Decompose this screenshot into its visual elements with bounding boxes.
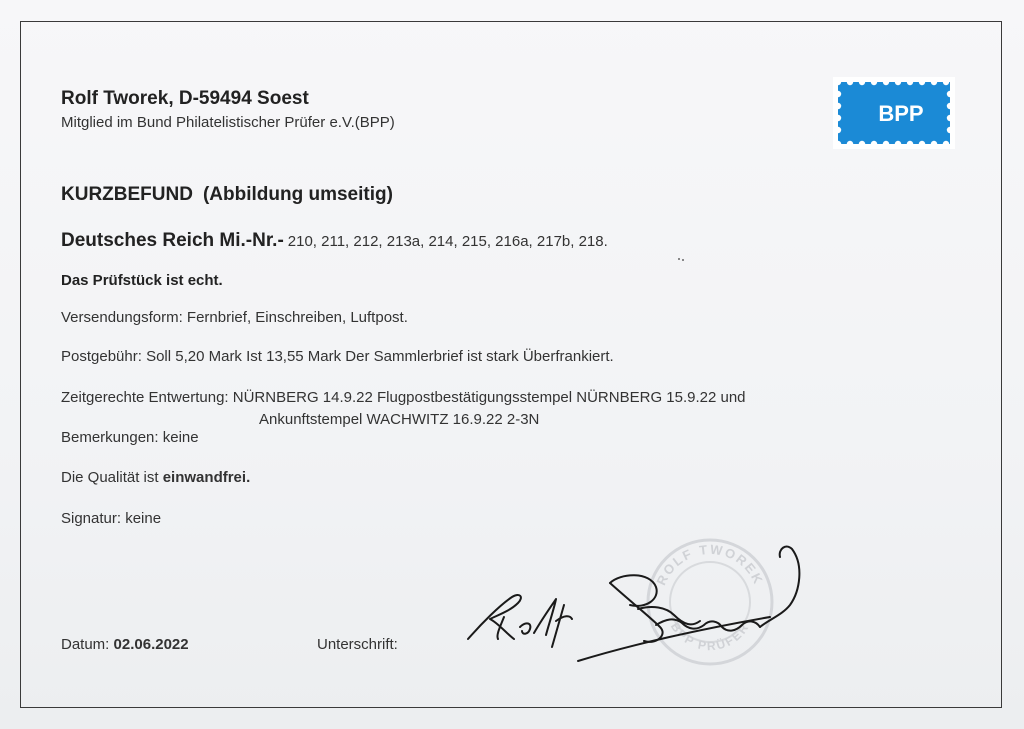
- cancellation-value-2: Ankunftstempel WACHWITZ 16.9.22 2-3N: [259, 411, 540, 428]
- remarks-line: [61, 429, 199, 446]
- quality-line: [61, 469, 250, 486]
- bpp-logo-text: BPP: [878, 101, 924, 126]
- title-note: (Abbildung umseitig): [202, 184, 393, 205]
- seal-text-top: ROLF TWOREK: [653, 541, 767, 588]
- remarks-label: Bemerkungen:: [61, 429, 159, 446]
- catalog-line: [61, 230, 608, 252]
- remarks-value: keine: [162, 429, 199, 446]
- shipping-label: Versendungsform:: [61, 309, 183, 326]
- cancellation-label: Zeitgerechte Entwertung:: [61, 389, 229, 406]
- seal-text-bottom: BPP PRÜFER: [667, 619, 753, 654]
- postage-label: Postgebühr:: [61, 348, 142, 365]
- result-statement: Das Prüfstück ist echt.: [61, 272, 223, 289]
- postage-line: [61, 348, 614, 365]
- signature-field-line: [61, 510, 161, 527]
- signature-label: Unterschrift:: [317, 636, 398, 653]
- quality-prefix: Die Qualität ist: [61, 469, 159, 486]
- handwritten-signature-icon: [460, 535, 810, 670]
- signature-field-value: keine: [125, 510, 162, 527]
- quality-value: einwandfrei.: [162, 469, 251, 486]
- signature-field-label: Signatur:: [61, 510, 122, 527]
- shipping-line: [61, 309, 408, 326]
- shipping-value: Fernbrief, Einschreiben, Luftpost.: [186, 309, 408, 326]
- cancellation-value-1: NÜRNBERG 14.9.22 Flugpostbestätigungsstempel NÜRNBERG 15.9.22 und: [232, 389, 746, 406]
- postage-value: Soll 5,20 Mark Ist 13,55 Mark Der Sammlerbrief ist stark Überfrankiert.: [146, 348, 614, 365]
- date-value: 02.06.2022: [113, 636, 189, 653]
- catalog-label: Deutsches Reich Mi.-Nr.-: [61, 230, 284, 251]
- membership-line: Mitglied im Bund Philatelistischer Prüfer e.V.(BPP): [61, 114, 395, 131]
- date-label: Datum:: [61, 636, 110, 653]
- cancellation-line: [61, 389, 746, 406]
- catalog-numbers: 210, 211, 212, 213a, 214, 215, 216a, 217b, 218.: [287, 233, 608, 250]
- examiner-name: Rolf Tworek, D-59494 Soest: [61, 88, 309, 109]
- title-label: KURZBEFUND: [61, 184, 193, 205]
- date-line: [61, 636, 189, 653]
- document-title: [61, 184, 393, 206]
- speck-mark: [676, 245, 686, 265]
- bpp-logo-icon: [833, 77, 955, 149]
